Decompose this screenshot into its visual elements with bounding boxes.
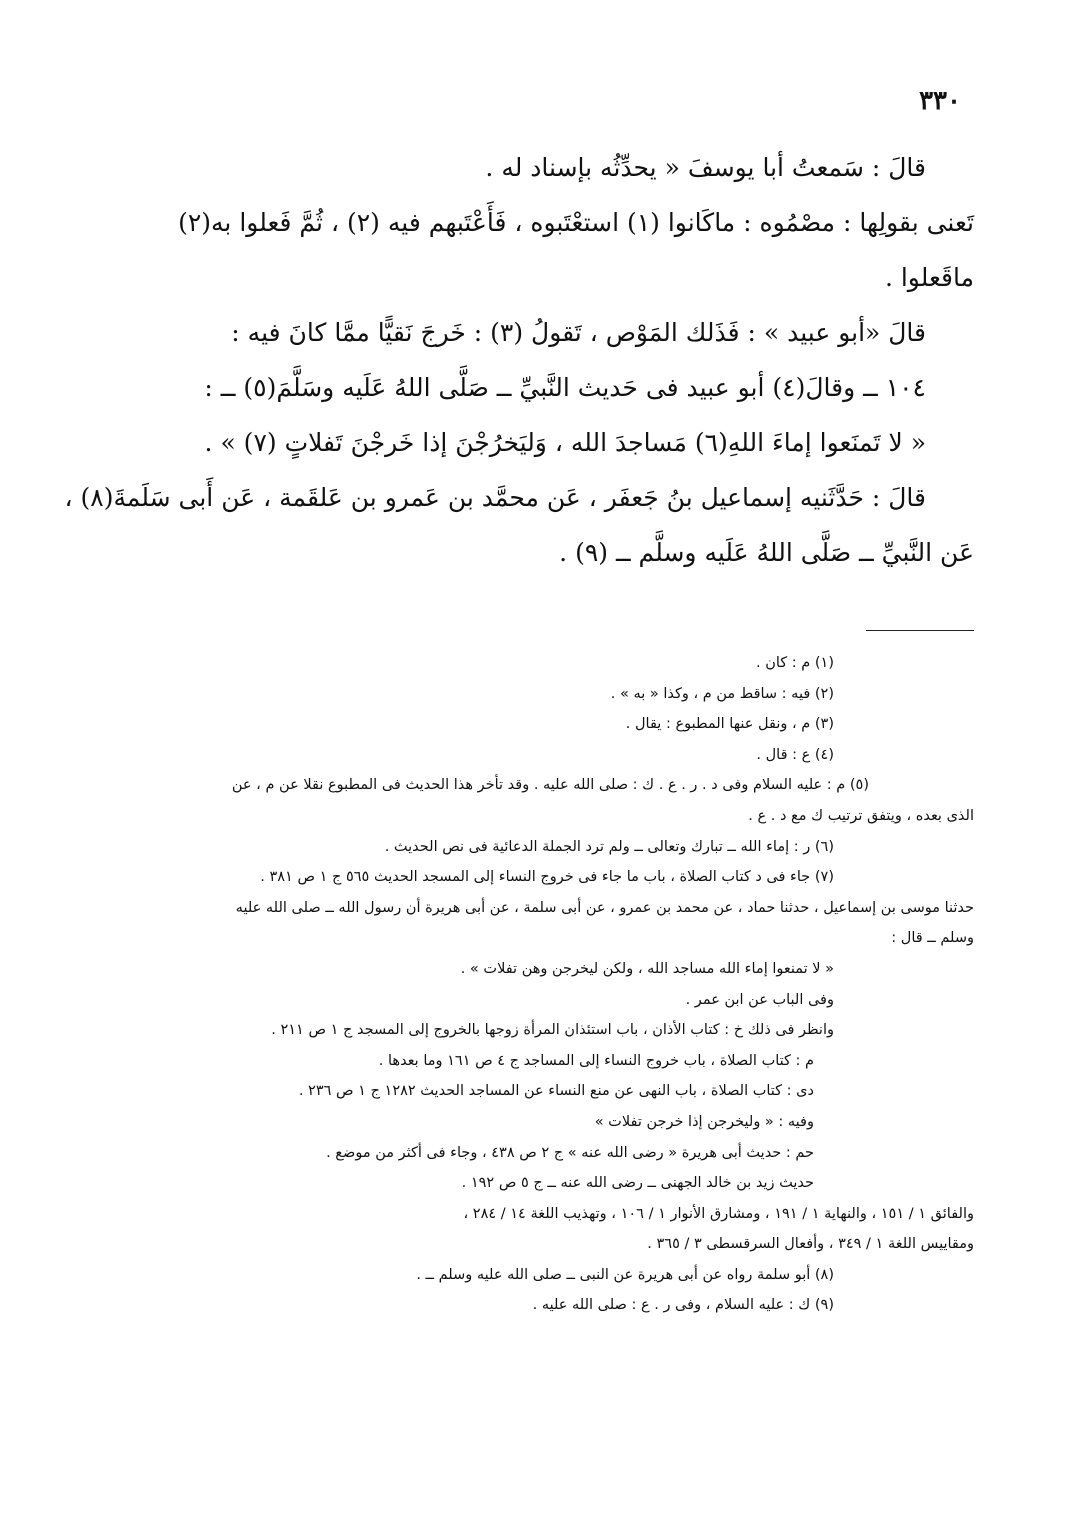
footnote-line: (٥) م : عليه السلام وفى د . ر . ع . ك : صلى الله عليه . وقد تأخر هذا الحديث فى المطبوع نقلا عن م ، عن [231, 777, 869, 794]
footnote-line: وانظر فى ذلك خ : كتاب الأذان ، باب استئذان المرأة زوجها بالخروج إلى المسجد ج ١ ص ٢١١ . [271, 1022, 834, 1039]
main-text-line: قالَ : حَدَّثَنيه إسماعيل بنُ جَعفَر ، عَن محمَّد بن عَمرو بن عَلقَمة ، عَن أَبى سَلَمةَ(٨) ، [64, 483, 926, 512]
main-text-line: تَعنى بقولِها : مصْمُوه : ماكَانوا (١) استعْتَبوه ، فَأَعْتَبهم فيه (٢) ، ثُمَّ فَعلوا به(٢) [178, 208, 974, 237]
main-text-line: ماقَعلوا . [884, 263, 974, 292]
footnote-line: وفيه : « وليخرجن إذا خرجن تفلات » [594, 1113, 814, 1130]
footnote-line: ومقاييس اللغة ١ / ٣٤٩ ، وأفعال السرقسطى ٣ / ٣٦٥ . [647, 1236, 974, 1253]
main-text-line: عَن النَّبيِّ ــ صَلَّى اللهُ عَلَيه وسلَّم ــ (٩) . [559, 538, 974, 567]
main-text-line: قالَ «أبو عبيد » : فَذَلك المَوْص ، تَقولُ (٣) : خَرجَ نَقيًّا ممَّا كانَ فيه : [231, 318, 926, 347]
footnote-line: والفائق ١ / ١٥١ ، والنهاية ١ / ١٩١ ، ومشارق الأنوار ١ / ١٠٦ ، وتهذيب اللغة ١٤ / ٢٨٤ ، [463, 1205, 974, 1222]
footnote-line: حدثنا موسى بن إسماعيل ، حدثنا حماد ، عن محمد بن عمرو ، عن أبى سلمة ، عن أبى هريرة أن رسول الله ــ صلى الله عليه [235, 899, 974, 916]
page-number: ٣٣٠ [919, 86, 961, 116]
footnote-line: (٩) ك : عليه السلام ، وفى ر . ع : صلى الله عليه . [532, 1297, 834, 1314]
footnote-line: (٤) ع : قال . [756, 746, 834, 763]
footnote-line: (١) م : كان . [755, 655, 834, 671]
footnote-line: (٨) أبو سلمة رواه عن أبى هريرة عن النبى ــ صلى الله عليه وسلم ــ . [416, 1266, 834, 1283]
footnote-line: الذى بعده ، ويتفق ترتيب ك مع د . ع . [748, 807, 974, 824]
main-text-line: « لا تَمنَعوا إماءَ اللهِ(٦) مَساجدَ الله ، وَليَخرُجْنَ إذا خَرجْنَ تَفلاتٍ (٧) » . [204, 428, 926, 457]
footnote-line: وفى الباب عن ابن عمر . [685, 991, 834, 1008]
main-text-line: ١٠٤ ــ وقالَ(٤) أبو عبيد فى حَديث النَّبيِّ ــ صَلَّى اللهُ عَلَيه وسَلَّمَ(٥) ــ : [204, 373, 926, 402]
footnote-line: وسلم ــ قال : [891, 930, 974, 947]
footnote-line: (٦) ر : إماء الله ــ تبارك وتعالى ــ ولم ترد الجملة الدعائية فى نص الحديث . [384, 838, 834, 855]
footnote-line: م : كتاب الصلاة ، باب خروج النساء إلى المساجد ج ٤ ص ١٦١ وما بعدها . [378, 1052, 814, 1069]
footnote-line: (٣) م ، ونقل عنها المطبوع : يقال . [625, 716, 834, 733]
footnote-line: (٢) فيه : ساقط من م ، وكذا « به » . [610, 685, 834, 702]
footnote-line: حديث زيد بن خالد الجهنى ــ رضى الله عنه ــ ج ٥ ص ١٩٢ . [461, 1175, 814, 1192]
footnotes-section [130, 648, 974, 1321]
footnote-line: حم : حديث أبى هريرة « رضى الله عنه » ج ٢ ص ٤٣٨ ، وجاء فى أكثر من موضع . [326, 1144, 814, 1161]
footnote-line: (٧) جاء فى د كتاب الصلاة ، باب ما جاء فى خروج النساء إلى المسجد الحديث ٥٦٥ ج ١ ص ٣٨١ . [260, 869, 834, 886]
footnote-line: « لا تمنعوا إماء الله مساجد الله ، ولكن ليخرجن وهن تفلات » . [460, 960, 834, 977]
footnote-line: دى : كتاب الصلاة ، باب النهى عن منع النساء عن المساجد الحديث ١٢٨٢ ج ١ ص ٢٣٦ . [298, 1083, 814, 1100]
main-text-line: قالَ : سَمعتُ أبا يوسفَ « يحدِّثُه بإسناد له . [485, 153, 926, 182]
footnote-divider [866, 630, 974, 631]
main-text-body [64, 140, 974, 580]
